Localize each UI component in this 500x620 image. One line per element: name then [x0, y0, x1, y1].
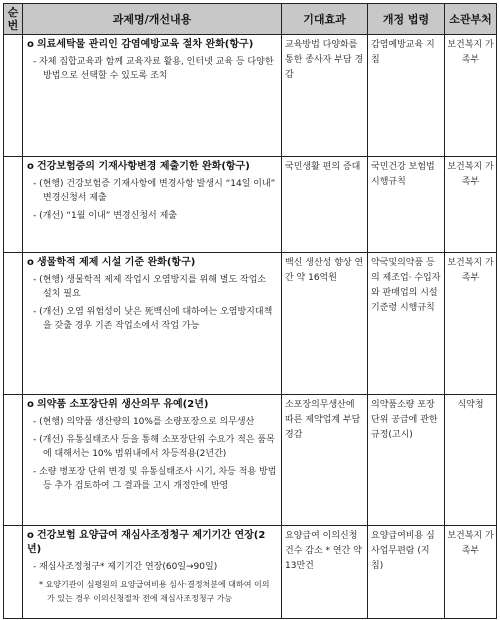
task-title: o 의약품 소포장단위 생산의무 유예(2년) — [27, 399, 209, 410]
bullet-icon: o — [27, 161, 34, 172]
task-item: - (개선) 유통실태조사 등을 통해 소포장단위 수요가 적은 품목에 대해서는 10% 범위내에서 차등적용(2년간) — [33, 435, 275, 459]
table-row — [4, 526, 497, 619]
header-law: 개정 법령 — [368, 4, 445, 35]
header-no-line2: 번 — [7, 19, 19, 32]
task-title: o 의료세탁물 관리인 감염예방교육 절차 완화(항구) — [27, 39, 254, 50]
task-cell — [23, 157, 282, 253]
dept-cell: 보건복지 가족부 — [445, 526, 497, 619]
table-row — [4, 253, 497, 395]
task-title: o 생물학적 제제 시설 기준 완화(항구) — [27, 257, 196, 268]
bullet-icon: o — [27, 39, 34, 50]
header-no — [4, 4, 23, 35]
task-footnote: * 요양기관이 심평원의 요양급여비용 심사·결정처분에 대하여 이의가 있는 경우 이의신청절차 전에 재심사조정청구 가능 — [39, 580, 270, 603]
bullet-icon: o — [27, 530, 34, 541]
task-item: - (개선) 오염 위험성이 낮은 死백신에 대하여는 오염방지대책을 갖출 경우 기존 작업소에서 작업 가능 — [33, 307, 273, 331]
header-no-line1: 순 — [7, 6, 19, 19]
row-number-cell — [4, 253, 23, 395]
dept-cell: 보건복지 가족부 — [445, 253, 497, 395]
effect-cell: 교육방법 다양화를 통한 종사자 부담 경감 — [282, 35, 368, 157]
task-item: - (현행) 의약품 생산량의 10%를 소량포장으로 의무생산 — [33, 417, 255, 427]
task-cell — [23, 35, 282, 157]
law-cell: 요양급여비용 심사업무편람 (지침) — [368, 526, 445, 619]
table-row — [4, 35, 497, 157]
task-item: - (현행) 생물학적 제제 작업시 오염방지를 위해 별도 작업소 설치 필요 — [33, 275, 267, 299]
task-item: - (개선) “1월 이내” 변경신청서 제출 — [33, 211, 177, 221]
header-dept: 소관부처 — [445, 4, 497, 35]
row-number-cell — [4, 526, 23, 619]
header-task: 과제명/개선내용 — [23, 4, 282, 35]
task-item: - 재심사조정청구* 제기기간 연장(60일→90일) — [33, 562, 218, 572]
task-title: o 건강보험증의 기재사항변경 제출기한 완화(항구) — [27, 161, 250, 172]
effect-cell: 백신 생산성 향상 연간 약 16억원 — [282, 253, 368, 395]
task-item: - 자체 집합교육과 함께 교육자료 활용, 인터넷 교육 등 다양한 방법으로 선택할 수 있도록 조치 — [33, 57, 274, 81]
task-item: - (현행) 건강보험증 기재사항에 변경사항 발생시 “14일 이내” 변경신청서 제출 — [33, 179, 276, 203]
dept-cell: 식약청 — [445, 395, 497, 526]
bullet-icon: o — [27, 257, 34, 268]
task-title: o 건강보험 요양급여 재심사조정청구 제기기간 연장(2년) — [27, 530, 266, 555]
row-number-cell — [4, 395, 23, 526]
table-row — [4, 157, 497, 253]
regulation-table — [3, 3, 497, 619]
header-effect: 기대효과 — [282, 4, 368, 35]
table-row — [4, 395, 497, 526]
law-cell: 감염예방교육 지침 — [368, 35, 445, 157]
header-row — [4, 4, 497, 35]
effect-cell: 국민생활 편의 증대 — [282, 157, 368, 253]
task-item: - 소량 병포장 단위 변경 및 유통실태조사 시기, 차등 적용 방법 등 추가 검토하여 그 결과를 고시 개정안에 반영 — [33, 467, 277, 491]
law-cell: 국민건강 보험법시행규칙 — [368, 157, 445, 253]
dept-cell: 보건복지 가족부 — [445, 35, 497, 157]
row-number-cell — [4, 157, 23, 253]
bullet-icon: o — [27, 399, 34, 410]
law-cell: 의약품소량 포장단위 공급에 관한 규정(고시) — [368, 395, 445, 526]
effect-cell: 요양급여 이의신청건수 감소 * 연간 약 13만건 — [282, 526, 368, 619]
effect-cell: 소포장의무생산에 따른 제약업계 부담 경감 — [282, 395, 368, 526]
task-cell — [23, 526, 282, 619]
task-cell — [23, 395, 282, 526]
row-number-cell — [4, 35, 23, 157]
dept-cell: 보건복지 가족부 — [445, 157, 497, 253]
law-cell: 약국및의약품 등의 제조업· 수입자와 판매업의 시설 기준령 시행규칙 — [368, 253, 445, 395]
task-cell — [23, 253, 282, 395]
